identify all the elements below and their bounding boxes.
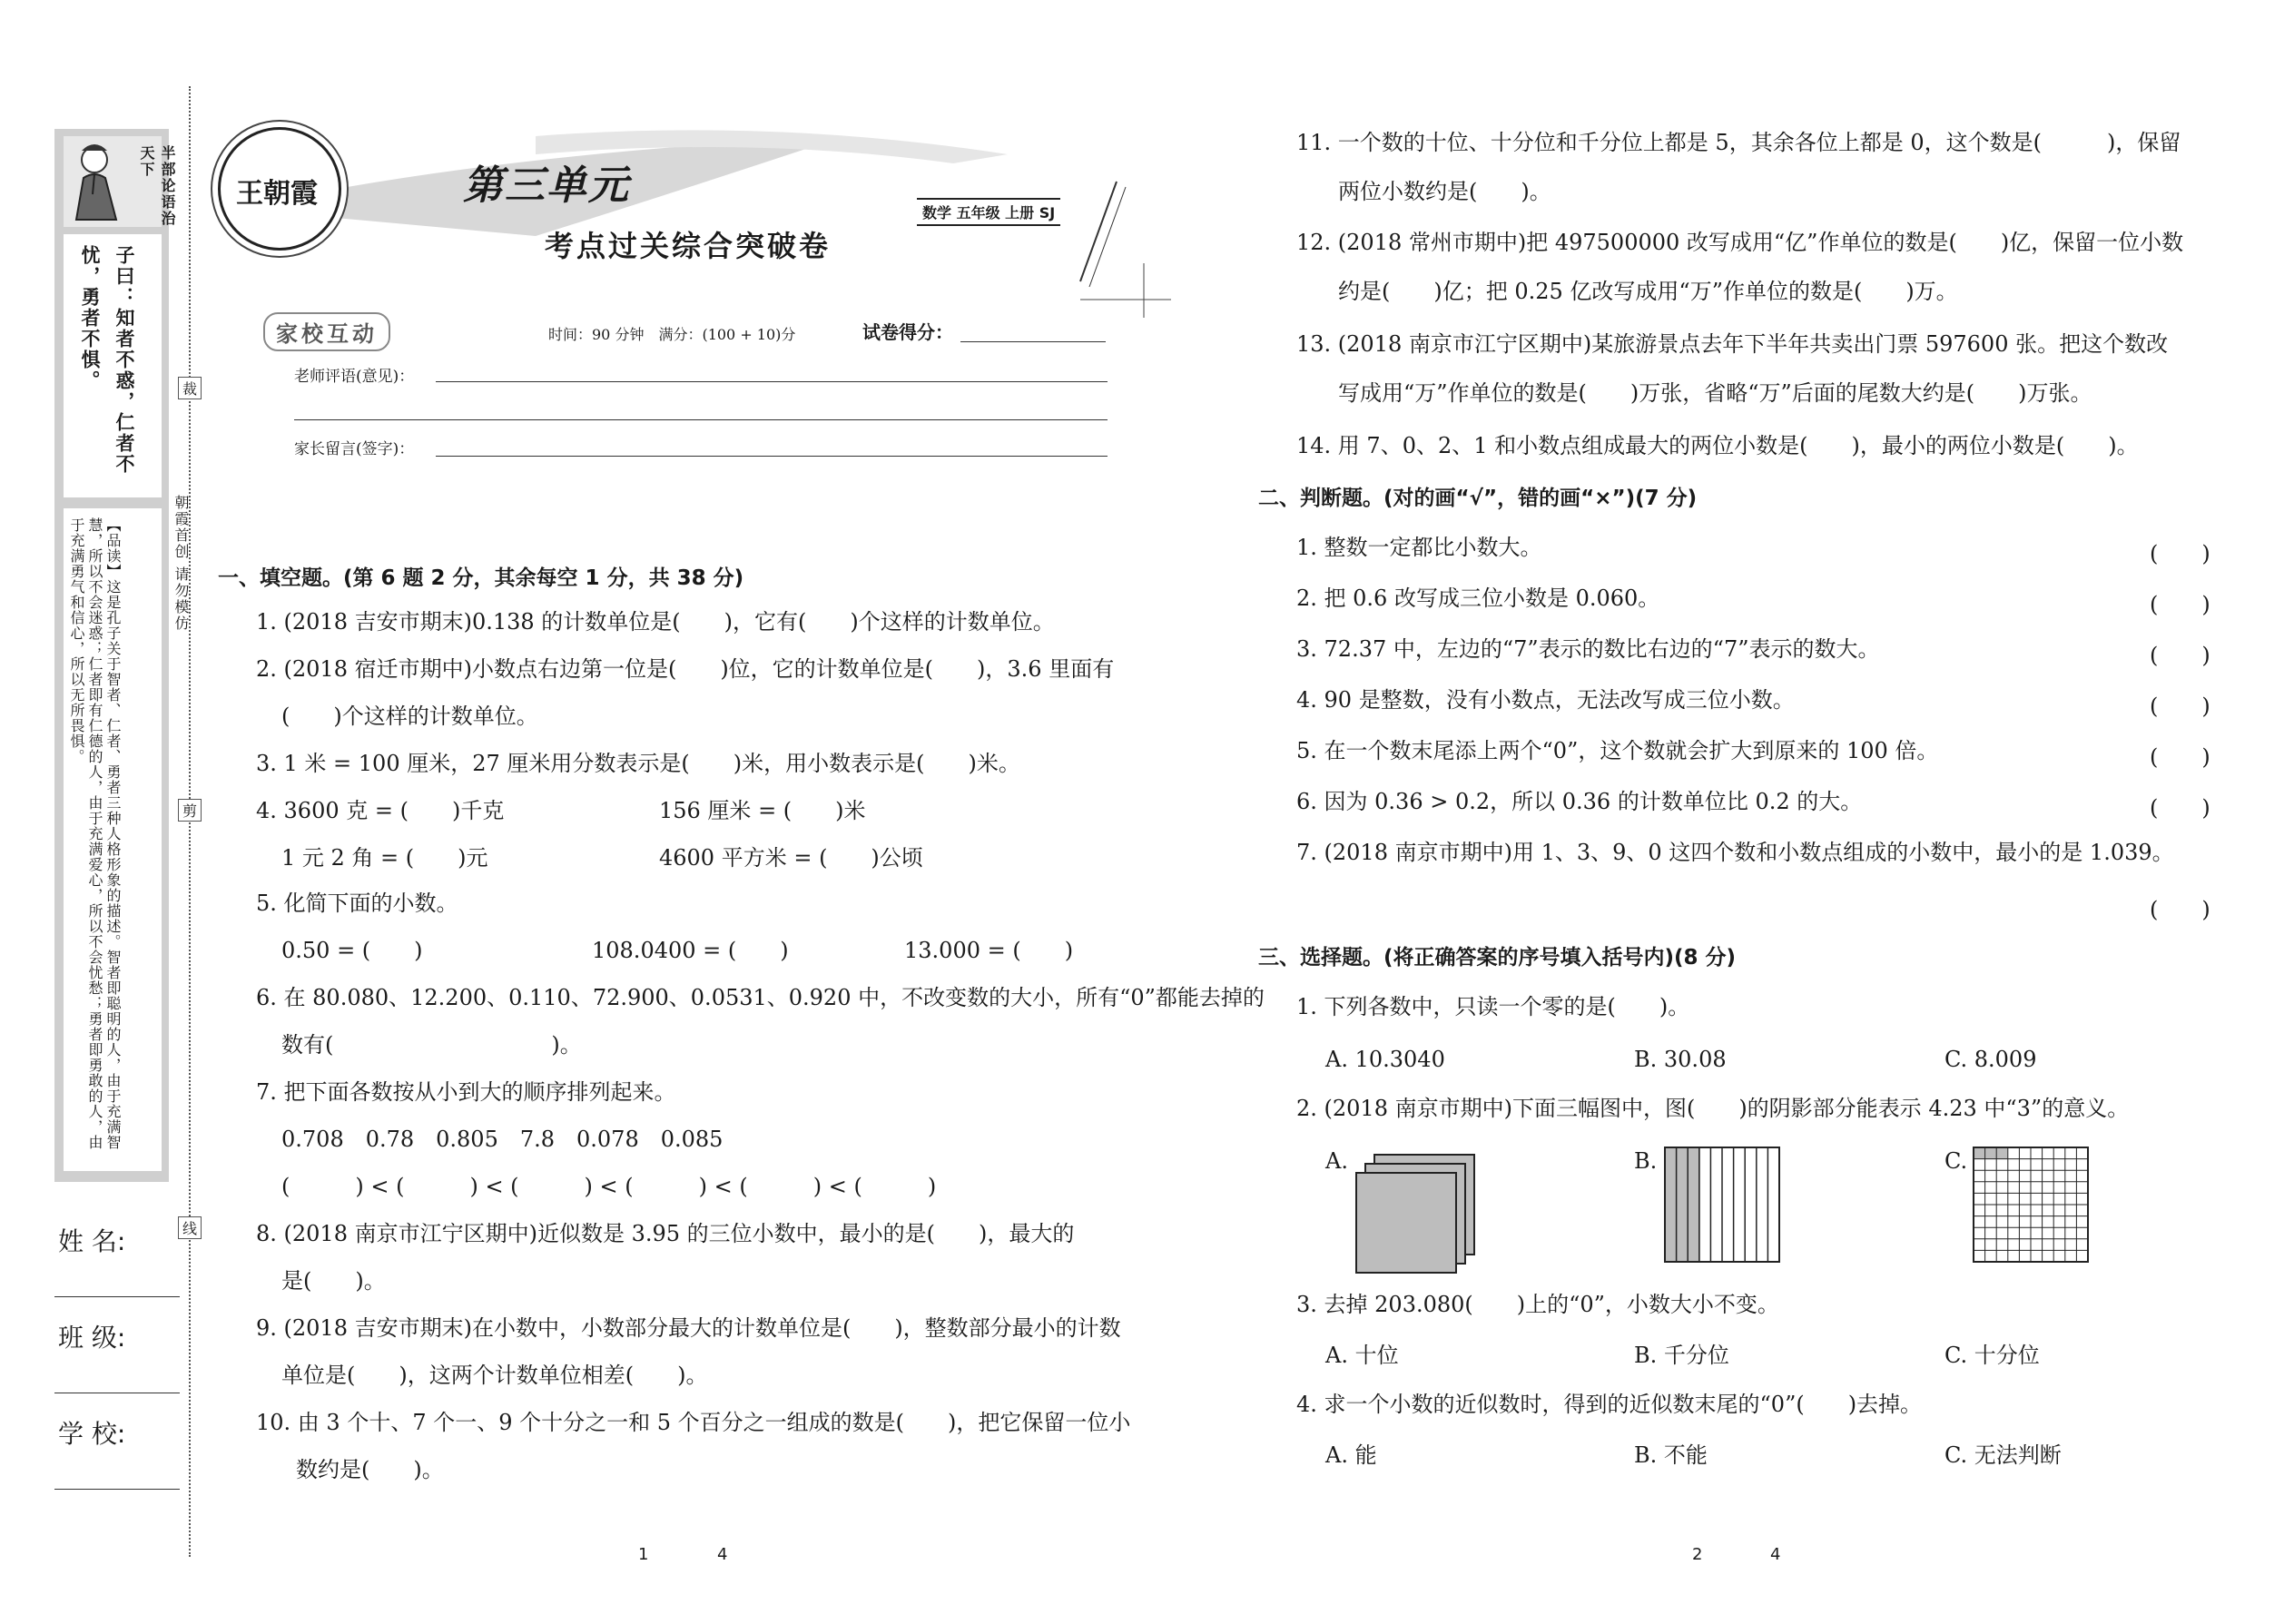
judge-5: 5. 在一个数末尾添上两个“0”，这个数就会扩大到原来的 100 倍。 (1296, 738, 1939, 763)
judge-1-answer[interactable]: ( ) (2150, 541, 2210, 566)
grade-tag: 数学 五年级 上册 SJ (917, 198, 1060, 226)
choice-3-a: A. 十位 (1325, 1343, 1399, 1368)
choice-4-c: C. 无法判断 (1944, 1442, 2062, 1468)
judge-1: 1. 整数一定都比小数大。 (1296, 535, 1542, 560)
judge-2-answer[interactable]: ( ) (2150, 592, 2210, 617)
question-14: 14. 用 7、0、2、1 和小数点组成最大的两位小数是( )，最小的两位小数是( )。 (1296, 433, 2139, 458)
question-6-line-2: 数有( )。 (281, 1032, 582, 1058)
question-2-line-1: 2. (2018 宿迁市期中)小数点右边第一位是( )位，它的计数单位是( )，3.6 里面有 (256, 656, 1115, 682)
choice-4-b: B. 不能 (1634, 1442, 1708, 1468)
teacher-comment-field[interactable] (436, 381, 1108, 382)
choice-2-c-label: C. (1944, 1148, 1968, 1174)
teacher-comment-field-2[interactable] (294, 419, 1108, 420)
page-number-left: 1 (638, 1545, 649, 1564)
figure-c-hundredths (1972, 1146, 2090, 1264)
judge-3: 3. 72.37 中，左边的“7”表示的数比右边的“7”表示的数大。 (1296, 636, 1880, 662)
score-label: 试卷得分： (862, 321, 953, 343)
cut-label-2: 剪 (178, 799, 202, 822)
brand-logo-text: 王朝霞 (236, 178, 318, 210)
question-13-line-1: 13. (2018 南京市江宁区期中)某旅游景点去年下半年共卖出门票 597600 张。把这个数改 (1296, 331, 2169, 357)
judge-5-answer[interactable]: ( ) (2150, 744, 2210, 770)
page-number-right: 2 (1692, 1545, 1703, 1564)
judge-7-answer[interactable]: ( ) (2150, 897, 2210, 922)
choice-1-a: A. 10.3040 (1325, 1047, 1445, 1072)
question-10-line-1: 10. 由 3 个十、7 个一、9 个十分之一和 5 个百分之一组成的数是( )，把它保留一位小 (256, 1410, 1131, 1435)
name-label: 姓 名: (58, 1226, 126, 1256)
copyright-note: 朝霞首创 请勿模仿 (172, 495, 190, 633)
cut-label-3: 线 (178, 1216, 202, 1239)
question-7-numbers: 0.708 0.78 0.805 7.8 0.078 0.085 (281, 1127, 724, 1152)
home-school-badge: 家校互动 (263, 312, 390, 351)
parent-note-label: 家长留言(签字)： (294, 440, 415, 458)
page-number-left-b: 4 (717, 1545, 728, 1564)
school-field[interactable] (54, 1489, 180, 1490)
class-label: 班 级: (58, 1323, 126, 1353)
sidebar-motto: 半部论语治天下 (138, 145, 176, 227)
cut-line (189, 86, 191, 1557)
paper-subtitle: 考点过关综合突破卷 (545, 229, 832, 263)
judge-6-answer[interactable]: ( ) (2150, 795, 2210, 821)
section-fill-blank: 一、填空题。(第 6 题 2 分，其余每空 1 分，共 38 分) (218, 566, 744, 590)
page-number-right-b: 4 (1770, 1545, 1781, 1564)
choice-2-a-label: A. (1325, 1148, 1348, 1174)
choice-2: 2. (2018 南京市期中)下面三幅图中，图( )的阴影部分能表示 4.23 中“3”的意义。 (1296, 1096, 2130, 1121)
school-label: 学 校: (58, 1419, 126, 1449)
choice-2-b-label: B. (1634, 1148, 1658, 1174)
choice-3-b: B. 千分位 (1634, 1343, 1729, 1368)
question-4b-right: 4600 平方米 = ( )公顷 (659, 845, 923, 871)
section-true-false: 二、判断题。(对的画“√”，错的画“×”)(7 分) (1258, 487, 1698, 510)
question-12-line-1: 12. (2018 常州市期中)把 497500000 改写成用“亿”作单位的数是( )亿，保留一位小数 (1296, 230, 2184, 255)
question-2-line-2: ( )个这样的计数单位。 (281, 704, 538, 729)
choice-1: 1. 下列各数中，只读一个零的是( )。 (1296, 994, 1690, 1019)
question-8-line-1: 8. (2018 南京市江宁区期中)近似数是 3.95 的三位小数中，最小的是( )，最大的 (256, 1221, 1075, 1246)
question-6-line-1: 6. 在 80.080、12.200、0.110、72.900、0.0531、0.920 中，不改变数的大小，所有“0”都能去掉的 (256, 985, 1265, 1010)
question-5: 5. 化简下面的小数。 (256, 891, 458, 916)
judge-4: 4. 90 是整数，没有小数点，无法改写成三位小数。 (1296, 687, 1795, 713)
question-9-line-1: 9. (2018 吉安市期末)在小数中，小数部分最大的计数单位是( )，整数部分最小的计数 (256, 1315, 1121, 1341)
sidebar-quote: 子曰：知者不惑，仁者不忧，勇者不惧。 (79, 245, 135, 475)
name-field[interactable] (54, 1296, 180, 1297)
sidebar-reading: 【品读】这是孔子关于智者、仁者、勇者三种人格形象的描述。智者即聪明的人，由于充满智慧，所以不会迷惑；仁者即有仁德的人，由于充满爱心，所以不会忧愁；勇者即勇敢的人，由于充满勇气和信心，所以无所畏惧。 (68, 517, 122, 1150)
question-4a-left: 4. 3600 克 = ( )千克 (256, 798, 505, 823)
teacher-comment-label: 老师评语(意见)： (294, 368, 415, 386)
question-5b: 108.0400 = ( ) (592, 938, 789, 963)
choice-3-c: C. 十分位 (1944, 1343, 2040, 1368)
section-multiple-choice: 三、选择题。(将正确答案的序号填入括号内)(8 分) (1258, 946, 1737, 969)
choice-4-a: A. 能 (1325, 1442, 1377, 1468)
judge-7: 7. (2018 南京市期中)用 1、3、9、0 这四个数和小数点组成的小数中，最小的是 1.039。 (1296, 840, 2174, 865)
choice-1-c: C. 8.009 (1944, 1047, 2037, 1072)
score-field[interactable] (960, 341, 1106, 342)
parent-note-field[interactable] (436, 456, 1108, 457)
question-9-line-2: 单位是( )，这两个计数单位相差( )。 (281, 1363, 708, 1388)
question-5a: 0.50 = ( ) (281, 938, 423, 963)
question-10-line-2: 数约是( )。 (296, 1457, 444, 1482)
question-13-line-2: 写成用“万”作单位的数是( )万张，省略“万”后面的尾数大约是( )万张。 (1338, 380, 2092, 406)
question-11-line-1: 11. 一个数的十位、十分位和千分位上都是 5，其余各位上都是 0，这个数是( )，保留 (1296, 130, 2181, 155)
judge-4-answer[interactable]: ( ) (2150, 694, 2210, 719)
question-4a-right: 156 厘米 = ( )米 (659, 798, 866, 823)
question-4b-left: 1 元 2 角 = ( )元 (281, 845, 488, 871)
figure-a-stacked-squares (1353, 1153, 1480, 1280)
judge-3-answer[interactable]: ( ) (2150, 643, 2210, 668)
question-8-line-2: 是( )。 (281, 1268, 386, 1294)
question-11-line-2: 两位小数约是( )。 (1338, 179, 1551, 204)
question-3: 3. 1 米 = 100 厘米，27 厘米用分数表示是( )米，用小数表示是( )米。 (256, 751, 1020, 776)
question-5c: 13.000 = ( ) (904, 938, 1074, 963)
judge-2: 2. 把 0.6 改写成三位小数是 0.060。 (1296, 586, 1660, 611)
time-score: 时间：90 分钟 满分：(100 + 10)分 (548, 326, 796, 343)
figure-b-tenths (1663, 1146, 1781, 1264)
question-7: 7. 把下面各数按从小到大的顺序排列起来。 (256, 1079, 676, 1105)
confucius-figure (65, 138, 129, 225)
question-1: 1. (2018 吉安市期末)0.138 的计数单位是( )，它有( )个这样的计数单位。 (256, 609, 1055, 635)
question-7-chain: ( ) < ( ) < ( ) < ( ) < ( ) < ( ) (281, 1174, 937, 1199)
question-12-line-2: 约是( )亿；把 0.25 亿改写成用“万”作单位的数是( )万。 (1338, 279, 1958, 304)
unit-title: 第三单元 (463, 162, 630, 209)
choice-3: 3. 去掉 203.080( )上的“0”，小数大小不变。 (1296, 1292, 1779, 1317)
cut-label-1: 裁 (178, 377, 202, 399)
choice-1-b: B. 30.08 (1634, 1047, 1727, 1072)
choice-4: 4. 求一个小数的近似数时，得到的近似数末尾的“0”( )去掉。 (1296, 1392, 1923, 1417)
judge-6: 6. 因为 0.36 > 0.2，所以 0.36 的计数单位比 0.2 的大。 (1296, 789, 1863, 814)
